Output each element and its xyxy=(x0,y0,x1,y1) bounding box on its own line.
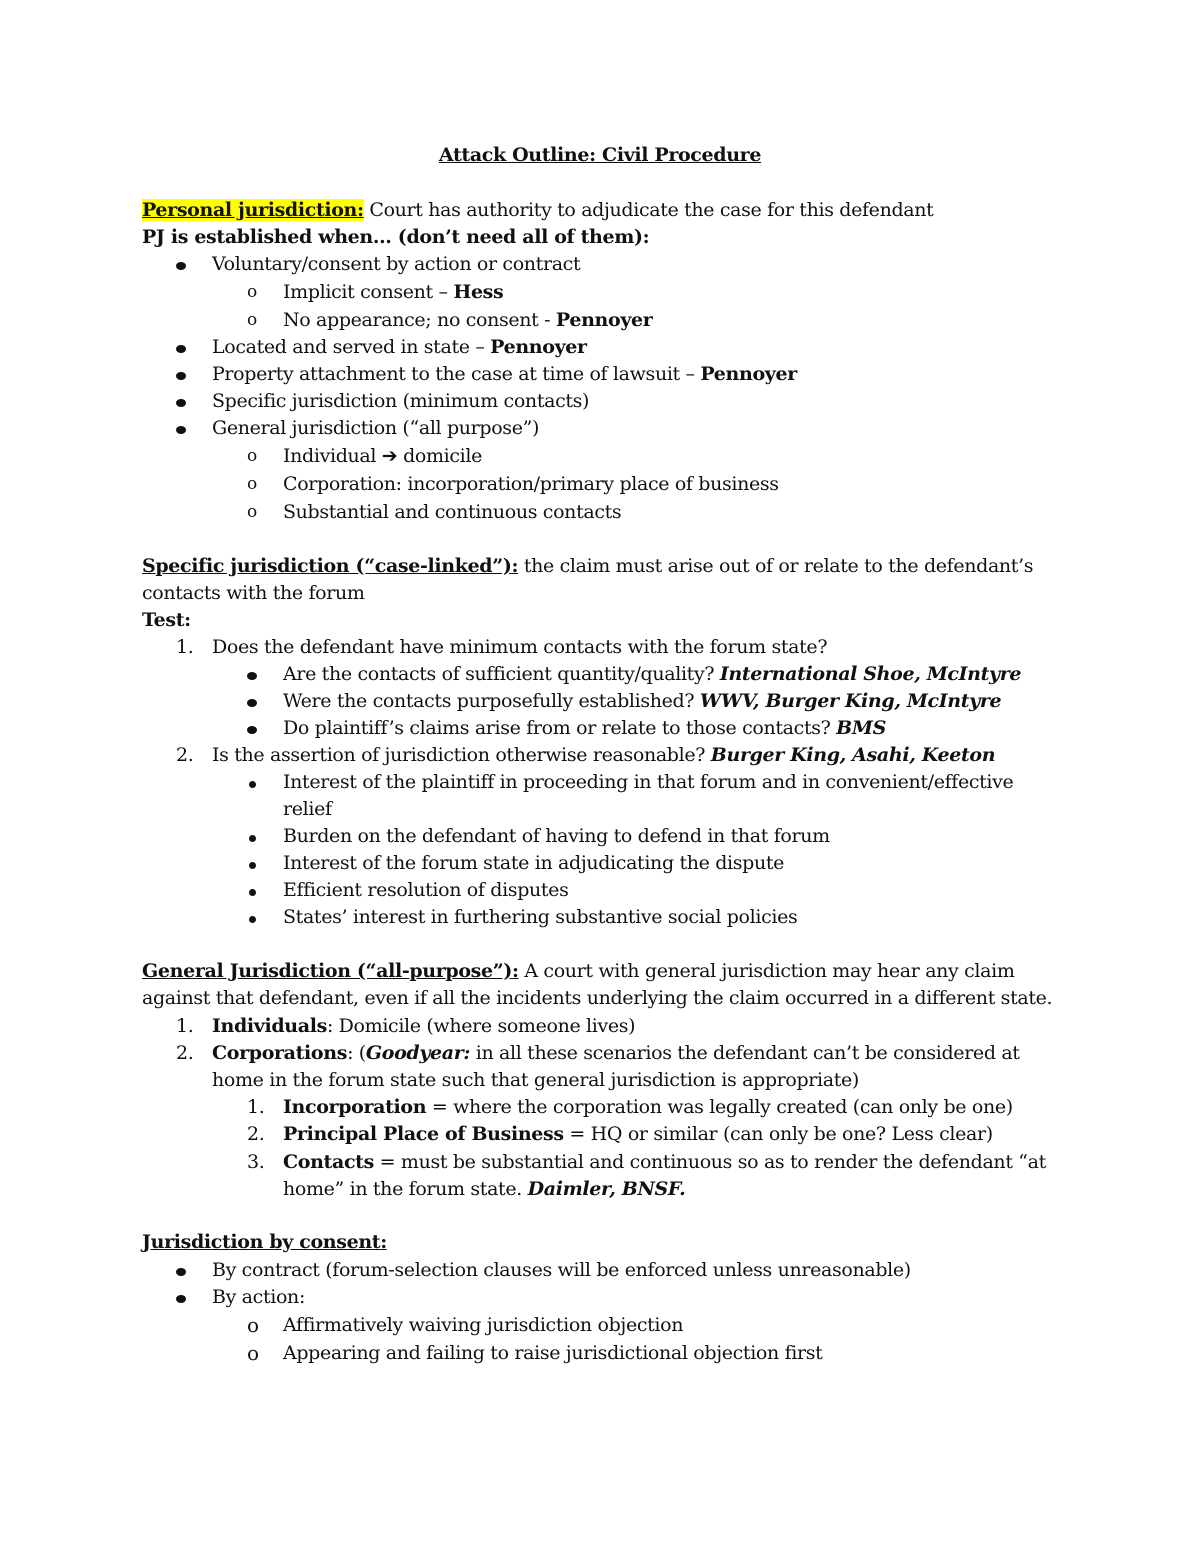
consent-item-contract: By contract (forum-selection clauses will be enforced unless unreasonable) xyxy=(212,1259,911,1281)
cases-burger-king: Burger King, Asahi, Keeton xyxy=(710,744,996,766)
case-bms: BMS xyxy=(836,717,886,739)
bullet-icon xyxy=(249,769,256,796)
list-number: 1. xyxy=(247,1096,265,1118)
general-individuals-text: : Domicile (where someone lives) xyxy=(326,1015,636,1037)
pj-sub-domicile-text: domicile xyxy=(397,445,482,467)
general-sub-incorporation xyxy=(283,1094,1013,1121)
sub-bullet-icon: o xyxy=(247,282,257,302)
specific-definition-cont: contacts with the forum xyxy=(142,582,365,604)
bullet-icon xyxy=(176,334,186,361)
specific-question-2-text: Is the assertion of jurisdiction otherwise reasonable? xyxy=(212,744,711,766)
general-corporations-cont: home in the forum state such that general jurisdiction is appropriate) xyxy=(212,1069,859,1091)
pj-sub-individual-text: Individual xyxy=(283,445,382,467)
cases-daimler-bnsf: Daimler, BNSF. xyxy=(527,1178,686,1200)
consent-item-action: By action: xyxy=(212,1286,305,1308)
bullet-icon xyxy=(176,1284,186,1311)
specific-q1-bullet-3-text: Do plaintiff’s claims arise from or relate to those contacts? xyxy=(283,717,837,739)
pj-item-located-text: Located and served in state – xyxy=(212,336,491,358)
bullet-icon xyxy=(176,1257,186,1284)
bullet-icon xyxy=(176,388,186,415)
specific-definition: the claim must arise out of or relate to the defendant’s xyxy=(518,555,1034,577)
pj-established-when: PJ is established when… (don’t need all of them): xyxy=(142,226,650,248)
bullet-icon xyxy=(249,823,256,850)
general-item-individuals xyxy=(212,1013,635,1040)
sub-bullet-icon: o xyxy=(247,502,257,522)
pj-item-property-text: Property attachment to the case at time of lawsuit – xyxy=(212,363,701,385)
specific-heading-line xyxy=(142,553,1033,580)
bullet-icon xyxy=(176,415,186,442)
pj-sub-individual xyxy=(283,443,482,470)
specific-heading: Specific jurisdiction (“case-linked”): xyxy=(142,555,519,577)
consent-sub-waiving: Affirmatively waiving jurisdiction objection xyxy=(283,1314,684,1336)
specific-q2-bullet-5: States’ interest in furthering substantive social policies xyxy=(283,906,798,928)
incorporation-text: = where the corporation was legally created (can only be one) xyxy=(426,1096,1013,1118)
sub-bullet-icon: o xyxy=(247,474,257,494)
general-corporations-label: Corporations xyxy=(212,1042,348,1064)
general-sub-principal-place xyxy=(283,1121,993,1148)
contacts-text-cont: home” in the forum state. xyxy=(283,1178,528,1200)
principal-place-text: = HQ or similar (can only be one? Less clear) xyxy=(563,1123,993,1145)
bullet-icon xyxy=(176,361,186,388)
arrow-right-icon: ➔ xyxy=(381,445,398,467)
specific-question-1: Does the defendant have minimum contacts with the forum state? xyxy=(212,636,828,658)
specific-q2-bullet-2: Burden on the defendant of having to defend in that forum xyxy=(283,825,830,847)
test-label: Test: xyxy=(142,609,191,631)
pj-definition: Court has authority to adjudicate the case for this defendant xyxy=(363,199,934,221)
case-pennoyer: Pennoyer xyxy=(700,363,797,385)
contacts-text: = must be substantial and continuous so as to render the defendant “at xyxy=(373,1151,1046,1173)
specific-q2-bullet-1-cont: relief xyxy=(283,798,332,820)
general-corporations-text-b: in all these scenarios the defendant can’t be considered at xyxy=(470,1042,1020,1064)
case-pennoyer: Pennoyer xyxy=(555,309,653,331)
general-sub-contacts-cont xyxy=(283,1176,685,1203)
bullet-icon xyxy=(176,251,186,278)
general-item-corporations xyxy=(212,1040,1020,1067)
consent-heading: Jurisdiction by consent: xyxy=(142,1231,387,1253)
specific-question-2 xyxy=(212,742,995,769)
general-heading: General Jurisdiction (“all-purpose”): xyxy=(142,960,519,982)
list-number: 2. xyxy=(176,1042,194,1064)
specific-q2-bullet-1: Interest of the plaintiff in proceeding in that forum and in convenient/effective xyxy=(283,771,1014,793)
bullet-icon xyxy=(247,661,257,688)
pj-item-general: General jurisdiction (“all purpose”) xyxy=(212,417,540,439)
specific-q1-bullet-1-text: Are the contacts of sufficient quantity/quality? xyxy=(283,663,720,685)
specific-q2-bullet-3: Interest of the forum state in adjudicating the dispute xyxy=(283,852,785,874)
pj-sub-no-appearance-text: No appearance; no consent - xyxy=(283,309,556,331)
list-number: 3. xyxy=(247,1151,265,1173)
sub-bullet-icon: o xyxy=(247,1341,259,1365)
general-definition-cont: against that defendant, even if all the incidents underlying the claim occurred in a different state. xyxy=(142,987,1053,1009)
case-pennoyer: Pennoyer xyxy=(490,336,587,358)
pj-item-located xyxy=(212,334,587,361)
bullet-icon xyxy=(249,877,256,904)
list-number: 1. xyxy=(176,1015,194,1037)
bullet-icon xyxy=(247,688,257,715)
list-number: 1. xyxy=(176,636,194,658)
pj-sub-substantial: Substantial and continuous contacts xyxy=(283,501,622,523)
principal-place-label: Principal Place of Business xyxy=(283,1123,564,1145)
specific-q1-bullet-2-text: Were the contacts purposefully established? xyxy=(283,690,700,712)
case-goodyear: Goodyear: xyxy=(365,1042,471,1064)
general-definition: A court with general jurisdiction may hear any claim xyxy=(518,960,1015,982)
pj-item-property xyxy=(212,361,797,388)
pj-heading-line xyxy=(142,197,933,224)
pj-heading: Personal jurisdiction: xyxy=(142,199,364,221)
general-individuals-label: Individuals xyxy=(212,1015,327,1037)
general-corporations-text-a: : ( xyxy=(347,1042,366,1064)
pj-sub-implicit-text: Implicit consent – xyxy=(283,281,454,303)
cases-wwv: WWV, Burger King, McIntyre xyxy=(699,690,1002,712)
pj-item-specific: Specific jurisdiction (minimum contacts) xyxy=(212,390,590,412)
bullet-icon xyxy=(249,850,256,877)
incorporation-label: Incorporation xyxy=(283,1096,427,1118)
case-hess: Hess xyxy=(453,281,504,303)
bullet-icon xyxy=(247,715,257,742)
specific-q1-bullet-2 xyxy=(283,688,1001,715)
sub-bullet-icon: o xyxy=(247,446,257,466)
specific-q1-bullet-3 xyxy=(283,715,886,742)
general-heading-line xyxy=(142,958,1015,985)
pj-sub-corporation: Corporation: incorporation/primary place of business xyxy=(283,473,779,495)
sub-bullet-icon: o xyxy=(247,1313,259,1337)
page-title: Attack Outline: Civil Procedure xyxy=(438,144,762,166)
consent-sub-appearing: Appearing and failing to raise jurisdictional objection first xyxy=(283,1342,823,1364)
pj-sub-implicit xyxy=(283,279,503,306)
general-sub-contacts xyxy=(283,1149,1046,1176)
sub-bullet-icon: o xyxy=(247,310,257,330)
list-number: 2. xyxy=(247,1123,265,1145)
contacts-label: Contacts xyxy=(283,1151,374,1173)
specific-q2-bullet-4: Efficient resolution of disputes xyxy=(283,879,569,901)
cases-international-shoe: International Shoe, McIntyre xyxy=(719,663,1022,685)
list-number: 2. xyxy=(176,744,194,766)
pj-item-voluntary: Voluntary/consent by action or contract xyxy=(212,253,581,275)
specific-q1-bullet-1 xyxy=(283,661,1021,688)
bullet-icon xyxy=(249,904,256,931)
pj-sub-no-appearance xyxy=(283,307,652,334)
